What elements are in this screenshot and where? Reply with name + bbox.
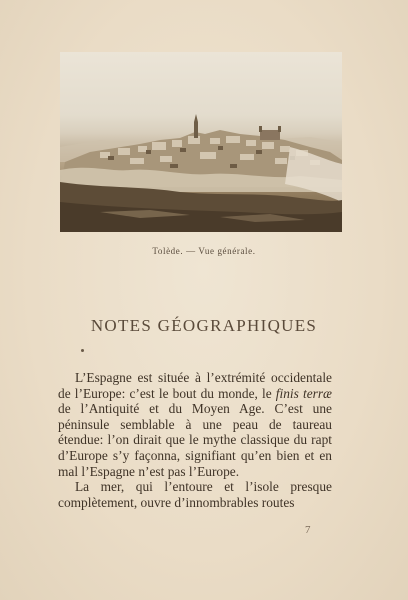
paragraph-1-part-a: L’Espagne est située à l’extrémité occidentale de l’Europe: c’est le bout du monde, le bbox=[58, 370, 332, 401]
figure-caption: Tolède. — Vue générale. bbox=[152, 246, 256, 256]
paragraph-2: La mer, qui l’entoure et l’isole presque complètement, ouvre d’innombrables routes bbox=[58, 479, 332, 510]
toledo-cityscape-illustration bbox=[60, 52, 342, 232]
ornament-dot bbox=[81, 349, 84, 352]
paragraph-1-part-b: de l’Antiquité et du Moyen Age. C’est une péninsule semblable à une peau de taureau étendue: l’on dirait que le mythe classique du rapt d’Europe s’y façonna, signifiant qu’en bien et en mal l’Espagne n’est pas l’Europe. bbox=[58, 401, 332, 479]
body-text bbox=[58, 370, 332, 510]
section-heading: NOTES GÉOGRAPHIQUES bbox=[90, 316, 318, 335]
toledo-photograph bbox=[60, 52, 342, 232]
paragraph-1-italic: finis terræ bbox=[275, 385, 332, 401]
paragraph-1 bbox=[58, 370, 332, 479]
page-number: 7 bbox=[305, 524, 311, 536]
